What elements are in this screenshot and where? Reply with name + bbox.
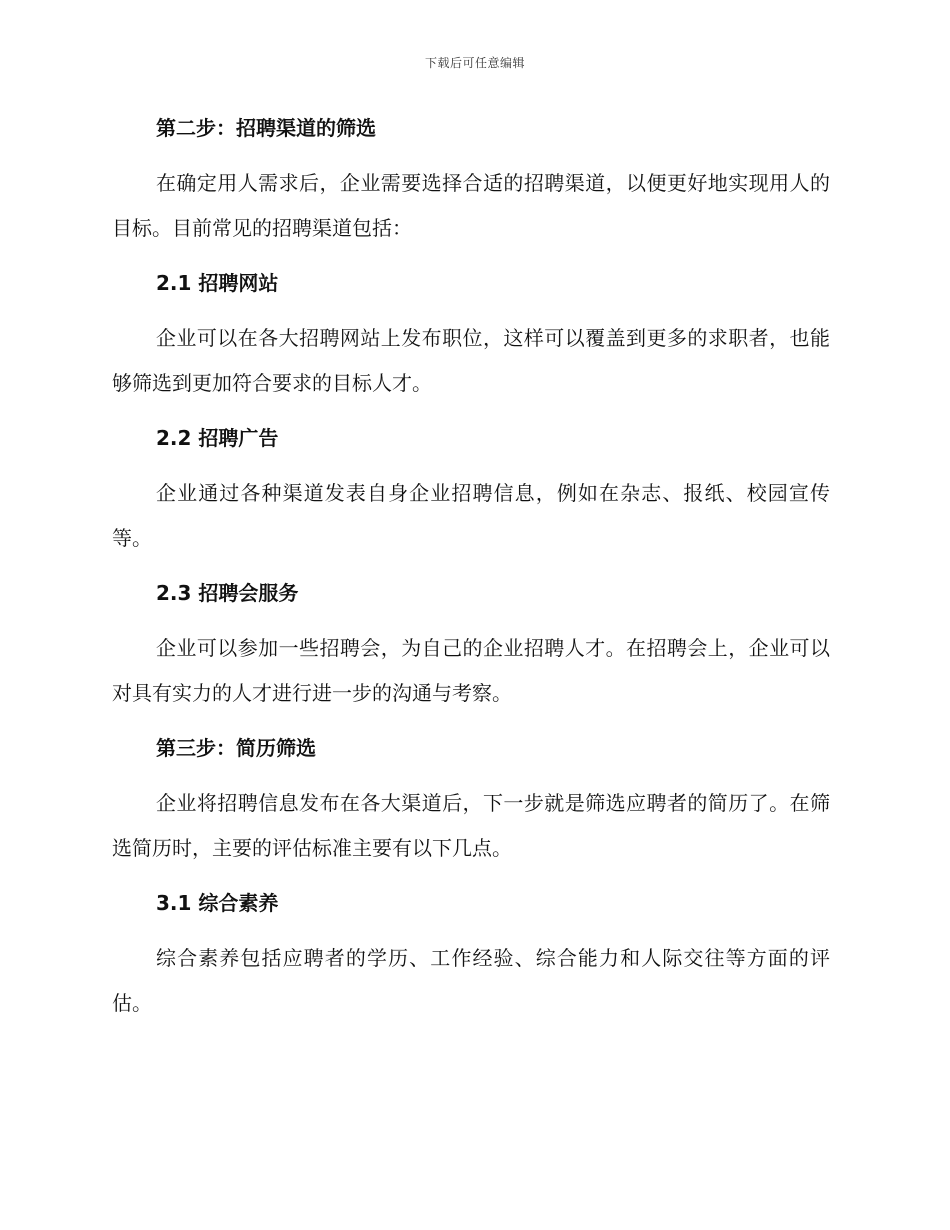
section-heading-step-two: 第二步：招聘渠道的筛选	[156, 116, 376, 140]
section-heading-2-2: 2.2 招聘广告	[156, 426, 279, 450]
page-header: 下载后可任意编辑	[424, 56, 525, 70]
document-body	[112, 110, 830, 1026]
section-heading-2-3: 2.3 招聘会服务	[156, 581, 299, 605]
section-paragraph-step-three: 企业将招聘信息发布在各大渠道后，下一步就是筛选应聘者的简历了。在筛选简历时，主要的评估标准主要有以下几点。	[112, 791, 830, 860]
section-paragraph-step-two: 在确定用人需求后，企业需要选择合适的招聘渠道，以便更好地实现用人的目标。目前常见的招聘渠道包括：	[112, 171, 830, 240]
section-heading-2-1: 2.1 招聘网站	[156, 271, 279, 295]
section-heading-3-1: 3.1 综合素养	[156, 891, 279, 915]
section-paragraph-3-1: 综合素养包括应聘者的学历、工作经验、综合能力和人际交往等方面的评估。	[112, 946, 830, 1015]
section-heading-step-three: 第三步：简历筛选	[156, 736, 316, 760]
section-paragraph-2-2: 企业通过各种渠道发表自身企业招聘信息，例如在杂志、报纸、校园宣传等。	[112, 481, 830, 550]
section-paragraph-2-3: 企业可以参加一些招聘会，为自己的企业招聘人才。在招聘会上，企业可以对具有实力的人才进行进一步的沟通与考察。	[112, 636, 830, 705]
section-paragraph-2-1: 企业可以在各大招聘网站上发布职位，这样可以覆盖到更多的求职者，也能够筛选到更加符合要求的目标人才。	[112, 326, 830, 395]
